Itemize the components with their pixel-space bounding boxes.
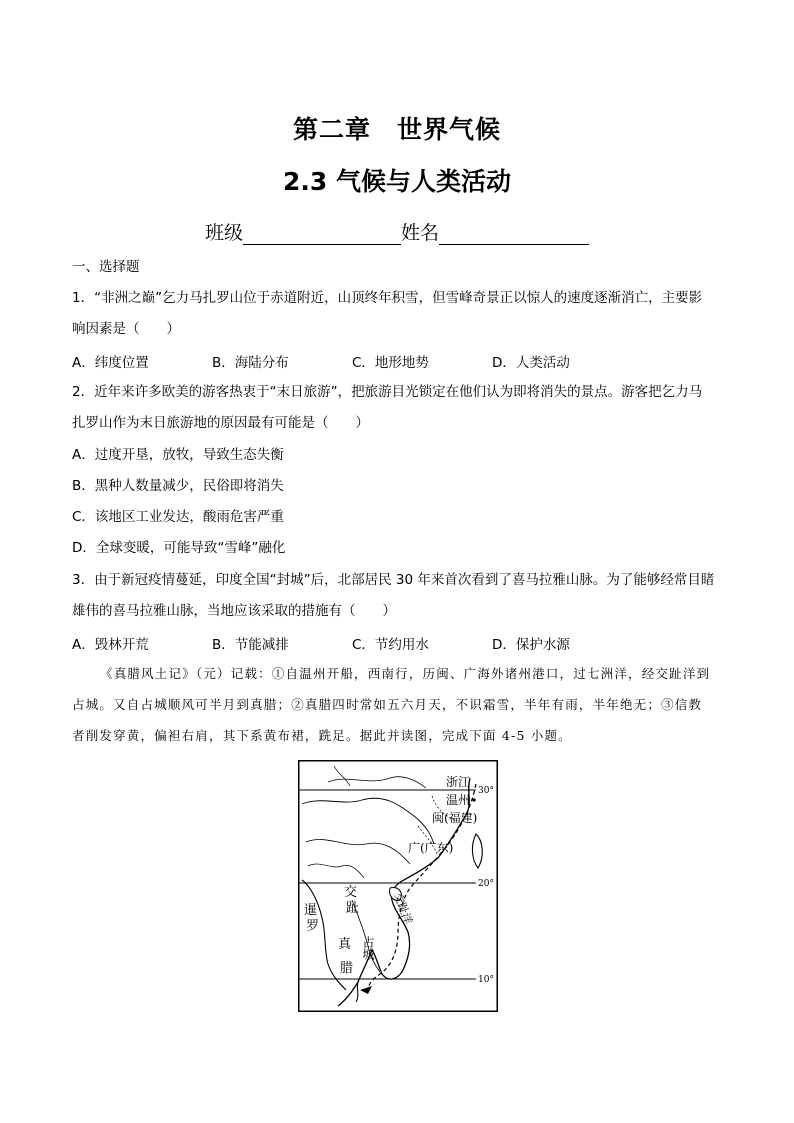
class-label: 班级 <box>204 222 243 244</box>
q3-option-d[interactable]: D．保护水源 <box>492 637 570 653</box>
latitude-10-label: 10° <box>478 975 494 985</box>
label-zhancheng: 占城 <box>361 936 375 960</box>
route-map <box>298 760 498 1012</box>
section-title: 2.3 气候与人类活动 <box>283 167 511 196</box>
q2-option-b[interactable]: B．黑种人数量减少，民俗即将消失 <box>72 478 284 494</box>
label-zhejiang: 浙江 <box>446 775 471 789</box>
passage-line3: 者削发穿黄，偏袒右肩，其下系黄布裙，跣足。据此并读图，完成下面 4-5 小题。 <box>72 728 572 743</box>
label-zhen: 真 <box>338 937 352 952</box>
q3-option-b[interactable]: B．节能减排 <box>212 637 289 653</box>
q2-stem-line2: 扎罗山作为末日旅游地的原因最有可能是（ ） <box>72 415 369 431</box>
chapter-title: 第二章 世界气候 <box>292 115 501 144</box>
label-min: 闽(福建) <box>432 811 478 825</box>
q1-stem-line2: 响因素是（ ） <box>72 321 180 337</box>
section-heading: 一、选择题 <box>72 259 140 275</box>
q2-stem-line1: 2．近年来许多欧美的游客热衷于“末日旅游”，把旅游目光锁定在他们认为即将消失的景点。游客把乞力马 <box>72 384 703 400</box>
q2-option-c[interactable]: C．该地区工业发达，酸雨危害严重 <box>72 509 284 525</box>
label-guang: 广(广东) <box>408 841 454 855</box>
q2-option-a[interactable]: A．过度开垦，放牧，导致生态失衡 <box>72 447 284 463</box>
passage-line1: 《真腊风土记》（元）记载：①自温州开船，西南行，历闽、广海外诸州港口，过七洲洋，经交趾洋到 <box>100 666 711 681</box>
label-luo: 罗 <box>306 919 320 934</box>
q3-option-c[interactable]: C．节约用水 <box>352 637 429 653</box>
label-zhi: 趾 <box>346 901 360 916</box>
label-la: 腊 <box>340 961 354 976</box>
q1-option-d[interactable]: D．人类活动 <box>492 355 570 371</box>
label-xian: 暹 <box>304 903 318 918</box>
name-blank[interactable] <box>439 224 589 245</box>
latitude-30-label: 30° <box>478 786 494 796</box>
wenzhou-dot-icon <box>472 798 475 801</box>
label-jiaozhi-sea: 交趾洋 <box>391 890 415 927</box>
q3-stem-line1: 3．由于新冠疫情蔓延，印度全国“封城”后，北部居民 30 年来首次看到了喜马拉雅山脉。为了能够经常目睹 <box>72 572 715 588</box>
class-name-line <box>0 218 794 245</box>
q1-stem-line1: 1．“非洲之巅”乞力马扎罗山位于赤道附近，山顶终年积雪，但雪峰奇景正以惊人的速度逐渐消亡，主要影 <box>72 290 703 306</box>
latitude-20-label: 20° <box>478 879 494 889</box>
label-jiao: 交 <box>344 885 358 900</box>
q1-option-b[interactable]: B．海陆分布 <box>212 355 289 371</box>
label-wenzhou: 温州 <box>446 793 471 807</box>
passage-line2: 占城。又自占城顺风可半月到真腊；②真腊四时常如五六月天，不识霜雪，半年有雨，半年绝无；③信教 <box>72 697 703 712</box>
q3-stem-line2: 雄伟的喜马拉雅山脉，当地应该采取的措施有（ ） <box>72 603 396 619</box>
q2-option-d[interactable]: D．全球变暖，可能导致“雪峰”融化 <box>72 540 286 556</box>
q1-option-c[interactable]: C．地形地势 <box>352 355 429 371</box>
q1-option-a[interactable]: A．纬度位置 <box>72 355 149 371</box>
class-blank[interactable] <box>243 224 401 245</box>
q3-option-a[interactable]: A．毁林开荒 <box>72 637 149 653</box>
name-label: 姓名 <box>401 222 440 244</box>
